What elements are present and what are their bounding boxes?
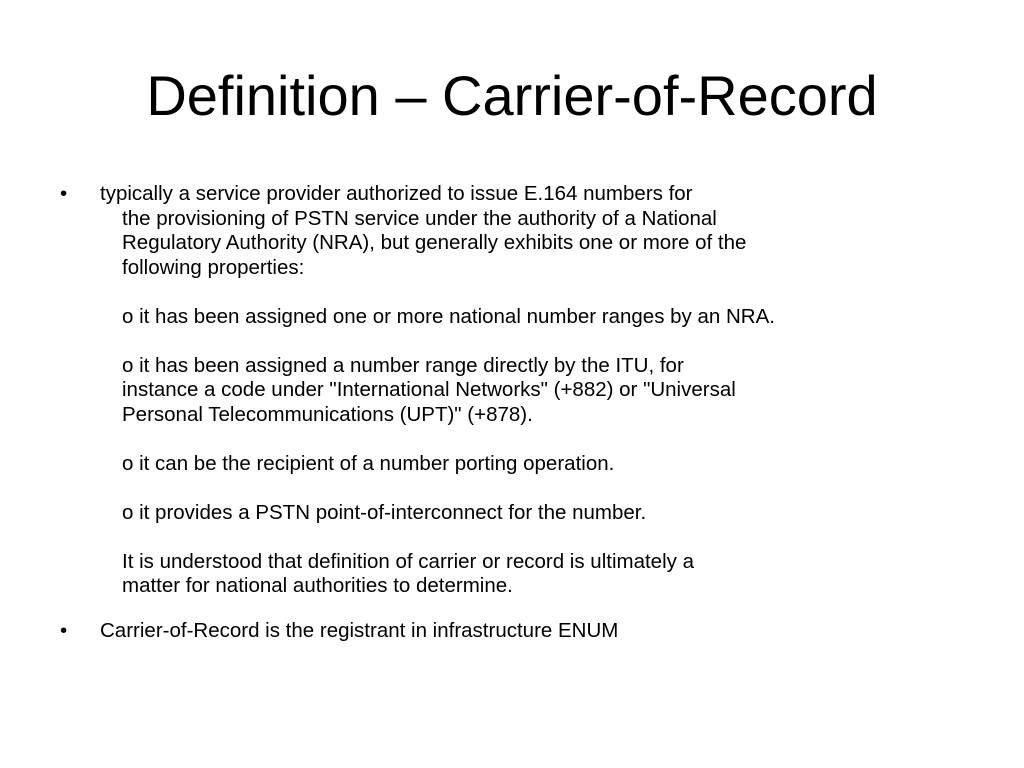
property-text-line: o it provides a PSTN point-of-interconnect for the number. bbox=[122, 500, 647, 524]
note-text-line: matter for national authorities to determine. bbox=[122, 574, 513, 597]
bullet-item-definition bbox=[60, 182, 990, 599]
property-text-line: o it has been assigned a number range directly by the ITU, for bbox=[122, 353, 684, 377]
property-text-line: o it can be the recipient of a number porting operation. bbox=[122, 451, 615, 475]
property-item-interconnect bbox=[122, 501, 990, 526]
property-item-national-ranges bbox=[122, 305, 990, 330]
bullet-marker: • bbox=[60, 618, 68, 642]
bullet-text-line: Regulatory Authority (NRA), but generally exhibits one or more of the bbox=[122, 231, 747, 254]
property-text-line: o it has been assigned one or more national number ranges by an NRA. bbox=[122, 304, 775, 328]
property-text-line: instance a code under "International Networks" (+882) or "Universal bbox=[122, 378, 736, 401]
slide-title: Definition – Carrier-of-Record bbox=[146, 64, 878, 127]
bullet-marker: • bbox=[60, 182, 68, 205]
bullet-text-line: typically a service provider authorized to issue E.164 numbers for bbox=[100, 182, 693, 205]
bullet-text-line: the provisioning of PSTN service under the authority of a National bbox=[122, 206, 717, 230]
bullet-text-line: following properties: bbox=[122, 255, 305, 279]
property-item-porting bbox=[122, 452, 990, 477]
bullet-list bbox=[60, 182, 990, 643]
bullet-text-line: Carrier-of-Record is the registrant in infrastructure ENUM bbox=[100, 618, 619, 642]
property-item-itu-range bbox=[122, 354, 990, 428]
property-text-line: Personal Telecommunications (UPT)" (+878). bbox=[122, 402, 533, 426]
note-national-authorities bbox=[122, 550, 990, 599]
bullet-item-registrant bbox=[60, 619, 990, 644]
note-text-line: It is understood that definition of carrier or record is ultimately a bbox=[122, 549, 694, 573]
property-list bbox=[100, 305, 990, 599]
